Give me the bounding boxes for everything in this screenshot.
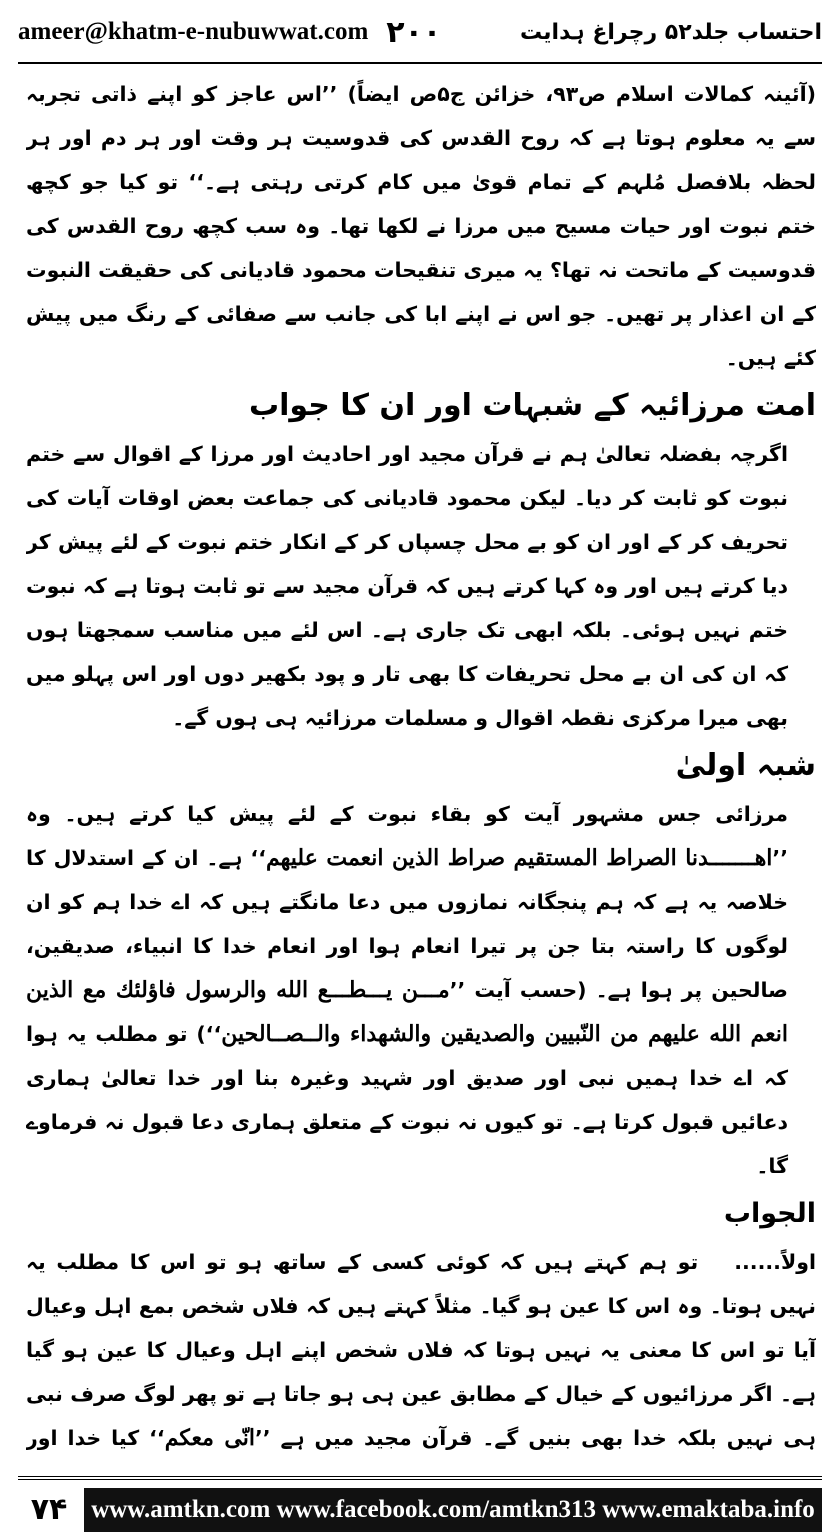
header-rule [18, 62, 822, 64]
paragraph-first-doubt [26, 792, 816, 1188]
page-body [26, 72, 816, 1458]
heading-first-doubt: شبہ اولیٰ [675, 748, 816, 783]
page-header [18, 6, 822, 58]
quran-verse-fatiha: اهـــــــدنا الصراط المستقيم صراط الذين انعمت عليهم [266, 845, 773, 871]
header-page-number: ۲۰۰ [386, 14, 442, 50]
first-doubt-text-a: مرزائی جس مشہور آیت کو بقاء نبوت کے لئے پیش کیا کرتے ہیں۔ وہ ’’ [26, 802, 788, 870]
quran-verse-inni-maakum: انّی معکم [164, 1425, 255, 1451]
quran-verse-nisa: مـــن يـــطـــع الله والرسول فاؤلئك مع الذين انعم الله عليهم من النّبيين والصديقين والشهداء والــصــالحين [26, 977, 789, 1047]
paragraph-intro: (آئینہ کمالات اسلام ص۹۳، خزائن ج۵ص ایضاً) ’’اس عاجز کو اپنے ذاتی تجربہ سے یہ معلوم ہوتا ہے کہ روح القدس کی قدوسیت ہر وقت اور ہر دم اور ہر لحظہ بلافصل مُلہم کے تمام قویٰ میں کام کرتی رہتی ہے۔‘‘ تو کیا جو کچھ ختم نبوت اور حیات مسیح میں مرزا نے لکھا تھا۔ وہ سب کچھ روح القدس کی قدوسیت کے ماتحت نہ تھا؟ یہ میری تنقیحات محمود قادیانی کی حقیقت النبوت کے ان اعذار پر تھیں۔ جو اس نے اپنے ابا کی جانب سے صفائی کے رنگ میں پیش کئے ہیں۔ [26, 82, 816, 370]
heading-answer: الجواب [723, 1198, 816, 1229]
page-footer [0, 1468, 840, 1540]
header-email: ameer@khatm-e-nubuwwat.com [18, 18, 369, 45]
footer-rule [18, 1476, 822, 1480]
first-doubt-text-b: ‘‘ ہے۔ ان کے استدلال کا خلاصہ یہ ہے کہ ہم پنجگانہ نمازوں میں دعا مانگتے ہیں کہ اے خدا ہم کو ان لوگوں کا راستہ بتا جن پر تیرا انعام ہوا اور انعام خدا کا انبیاء، صدیقین، صالحین پر ہوا ہے۔ (حسب آیت ’’ [26, 846, 788, 1002]
header-running-title: احتساب جلد۵۲ رچراغ ہدایت [520, 19, 822, 45]
header-left [18, 15, 441, 50]
paragraph-answer [26, 1240, 816, 1458]
first-doubt-text-c: ‘‘) تو مطلب یہ ہوا کہ اے خدا ہمیں نبی اور صدیق اور شہید وغیرہ بنا اور خدا تعالیٰ ہماری دعائیں قبول کرتا ہے۔ تو کیوں نہ نبوت کے متعلق ہماری دعا قبول نہ فرماوے گا۔ [26, 1022, 788, 1178]
paragraph-objections-intro: اگرچہ بفضلہ تعالیٰ ہم نے قرآن مجید اور احادیث اور مرزا کے اقوال سے ختم نبوت کو ثابت کر دیا۔ لیکن محمود قادیانی کی جماعت بعض اوقات آیات کی تحریف کر کے اور ان کو بے محل چسپاں کر کے انکار ختم نبوت کے لئے پیش کر دیا کرتے ہیں اور وہ کہا کرتے ہیں کہ قرآن مجید سے تو ثابت ہوتا ہے کہ نبوت ختم نہیں ہوئی۔ بلکہ ابھی تک جاری ہے۔ اس لئے میں مناسب سمجھتا ہوں کہ ان کی ان بے محل تحریفات کا بھی تار و پود بکھیر دوں اور اس پہلو میں بھی میرا مرکزی نقطہ اقوال و مسلمات مرزائیہ ہی ہوں گے۔ [26, 442, 788, 730]
answer-text-b: ‘‘ کیا خدا اور [26, 1426, 165, 1450]
footer-links-band [84, 1488, 822, 1532]
answer-text-a: تو ہم کہتے ہیں کہ کوئی کسی کے ساتھ ہو تو اس کا مطلب یہ نہیں ہوتا۔ وہ اس کا عین ہو گیا۔ مثلاً کہتے ہیں کہ فلاں شخص بمع اہل وعیال آیا تو اس کا معنی یہ نہیں ہوتا کہ فلاں شخص اپنے اہل وعیال کا عین ہو گیا ہے۔ اگر مرزائیوں کے خیال کے مطابق عین ہی ہو جاتا ہے تو پھر لوگ صرف نبی ہی نہیں بلکہ خدا بھی بنیں گے۔ قرآن مجید میں ہے ’’ [26, 1250, 816, 1450]
answer-first-label: اولاً...... [734, 1250, 816, 1274]
heading-objections: امت مرزائیہ کے شبہات اور ان کا جواب [248, 388, 816, 423]
footer-serial-number: ۷۴ [30, 1491, 68, 1527]
footer-links[interactable]: www.amtkn.com www.facebook.com/amtkn313 www.emaktaba.info [91, 1496, 815, 1523]
